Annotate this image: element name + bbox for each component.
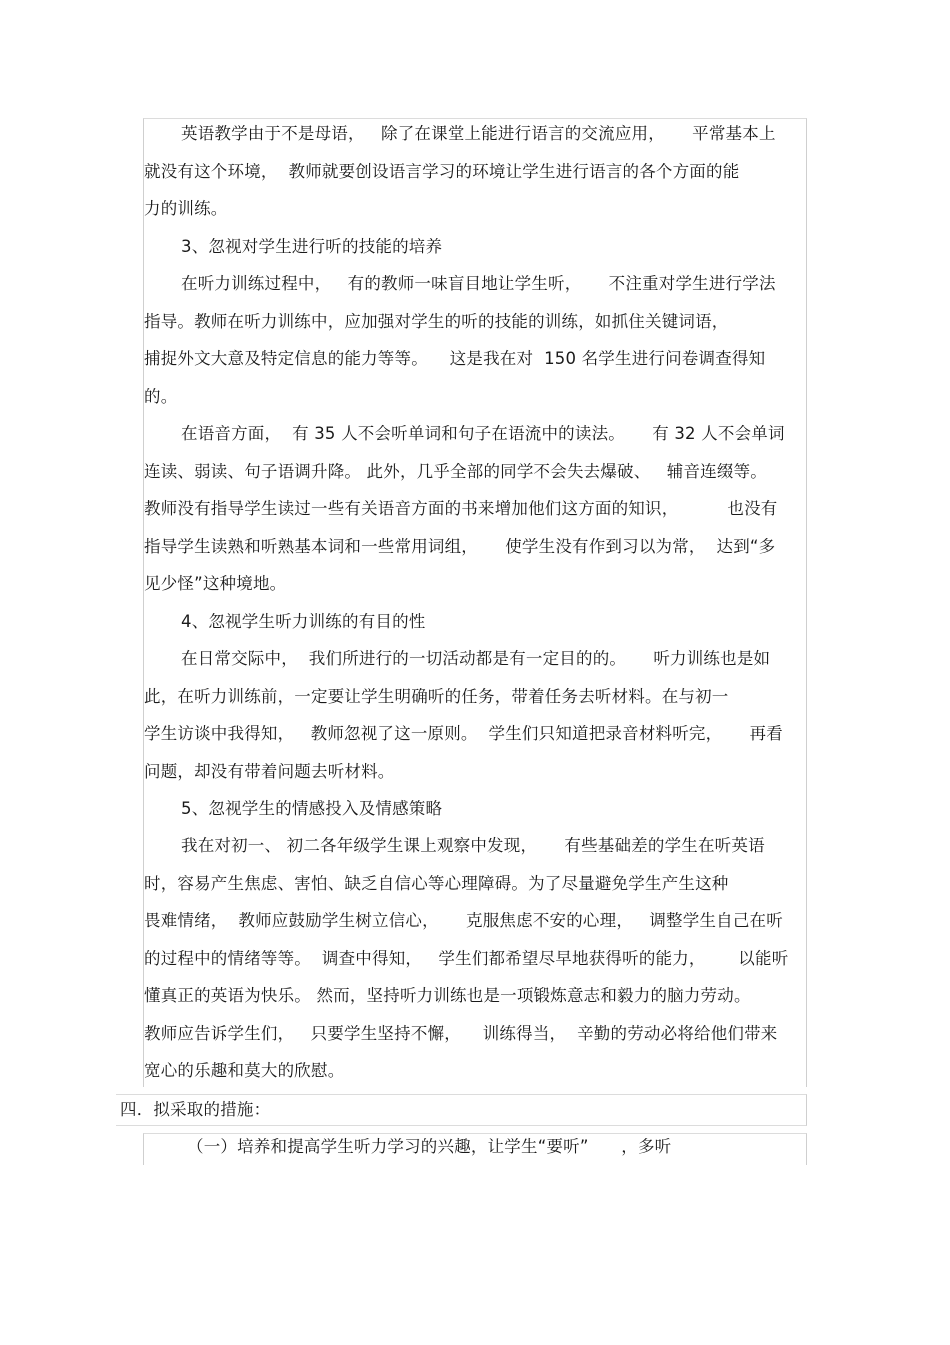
paragraph-line: 捕捉外文大意及特定信息的能力等等。 这是我在对 150 名学生进行问卷调查得知	[144, 349, 766, 368]
section-heading: 四．拟采取的措施：	[120, 1100, 271, 1119]
subheading: 5、忽视学生的情感投入及情感策略	[181, 799, 443, 818]
paragraph-line: 我在对初一、 初二各年级学生课上观察中发现， 有些基础差的学生在听英语	[181, 836, 765, 855]
paragraph-line: 学生访谈中我得知， 教师忽视了这一原则。 学生们只知道把录音材料听完， 再看	[144, 724, 783, 743]
paragraph-line: 在语音方面， 有 35 人不会听单词和句子在语流中的读法。 有 32 人不会单词	[181, 424, 785, 443]
paragraph-line: 宽心的乐趣和莫大的欣慰。	[144, 1061, 345, 1080]
paragraph-line: 时，容易产生焦虑、害怕、缺乏自信心等心理障碍。为了尽量避免学生产生这种	[144, 874, 729, 893]
paragraph-line: 连读、弱读、句子语调升降。 此外，几乎全部的同学不会失去爆破、 辅音连缀等。	[144, 462, 767, 481]
paragraph-line: 英语教学由于不是母语， 除了在课堂上能进行语言的交流应用， 平常基本上	[181, 124, 776, 143]
paragraph-line: 指导。教师在听力训练中，应加强对学生的听的技能的训练，如抓住关键词语，	[144, 312, 729, 331]
paragraph-line: 就没有这个环境， 教师就要创设语言学习的环境让学生进行语言的各个方面的能	[144, 162, 740, 181]
subheading: 3、忽视对学生进行听的技能的培养	[181, 237, 443, 256]
text-box-frame	[143, 118, 807, 1087]
paragraph-line: 教师应告诉学生们， 只要学生坚持不懈， 训练得当， 辛勤的劳动必将给他们带来	[144, 1024, 778, 1043]
paragraph-line: 的。	[144, 387, 178, 406]
paragraph-line: 指导学生读熟和听熟基本词和一些常用词组， 使学生没有作到习以为常， 达到“多	[144, 537, 776, 556]
paragraph-line: 教师没有指导学生读过一些有关语音方面的书来增加他们这方面的知识， 也没有	[144, 499, 778, 518]
paragraph-line: 懂真正的英语为快乐。 然而，坚持听力训练也是一项锻炼意志和毅力的脑力劳动。	[144, 986, 751, 1005]
paragraph-line: 问题，却没有带着问题去听材料。	[144, 762, 395, 781]
paragraph-line: 在听力训练过程中， 有的教师一味盲目地让学生听， 不注重对学生进行学法	[181, 274, 776, 293]
paragraph-line: 此，在听力训练前，一定要让学生明确听的任务，带着任务去听材料。在与初一	[144, 687, 729, 706]
subsection-heading: （一）培养和提高学生听力学习的兴趣，让学生“要听” ，多听	[187, 1137, 672, 1156]
paragraph-line: 力的训练。	[144, 199, 228, 218]
paragraph-line: 的过程中的情绪等等。 调查中得知， 学生们都希望尽早地获得听的能力， 以能听	[144, 949, 789, 968]
paragraph-line: 见少怪”这种境地。	[144, 574, 287, 593]
paragraph-line: 畏难情绪， 教师应鼓励学生树立信心， 克服焦虑不安的心理， 调整学生自己在听	[144, 911, 783, 930]
subheading: 4、忽视学生听力训练的有目的性	[181, 612, 426, 631]
paragraph-line: 在日常交际中， 我们所进行的一切活动都是有一定目的的。 听力训练也是如	[181, 649, 771, 668]
